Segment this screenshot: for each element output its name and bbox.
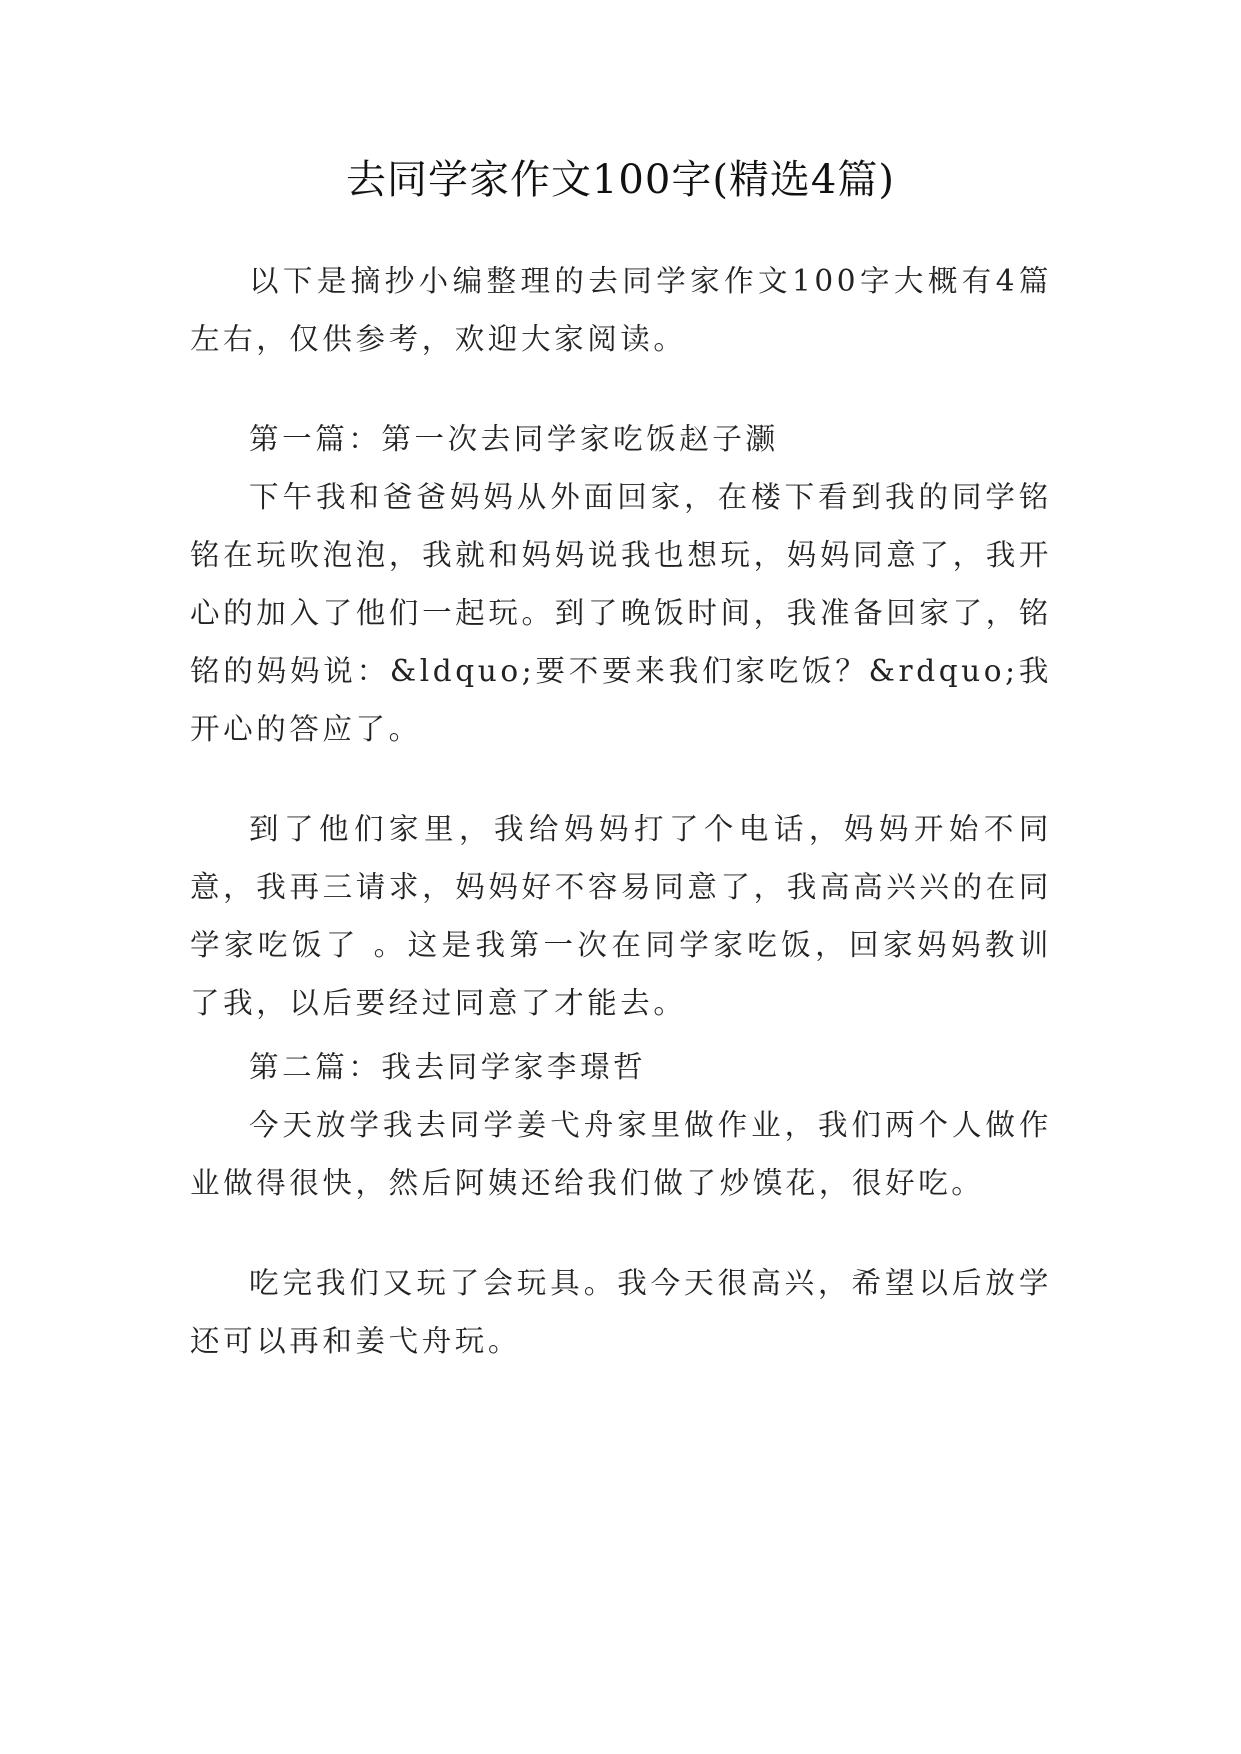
- section-2-heading: 第二篇：我去同学家李璟哲: [249, 1050, 647, 1084]
- intro-paragraph: 以下是摘抄小编整理的去同学家作文100字大概有4篇左右，仅供参考，欢迎大家阅读。: [190, 264, 1052, 356]
- section-1-heading: 第一篇：第一次去同学家吃饭赵子灏: [249, 422, 779, 456]
- section-1-paragraph-2: 到了他们家里，我给妈妈打了个电话，妈妈开始不同意，我再三请求，妈妈好不容易同意了，我高高兴兴的在同学家吃饭了 。这是我第一次在同学家吃饭，回家妈妈教训了我，以后要经过同意了才能去。: [190, 812, 1052, 1020]
- document-title: 去同学家作文100字(精选4篇): [345, 157, 895, 203]
- section-2-paragraph-2: 吃完我们又玩了会玩具。我今天很高兴，希望以后放学还可以再和姜弋舟玩。: [190, 1266, 1052, 1358]
- section-2-paragraph-1: 今天放学我去同学姜弋舟家里做作业，我们两个人做作业做得很快，然后阿姨还给我们做了炒馍花，很好吃。: [190, 1108, 1052, 1200]
- section-1-paragraph-1: 下午我和爸爸妈妈从外面回家，在楼下看到我的同学铭铭在玩吹泡泡，我就和妈妈说我也想玩，妈妈同意了，我开心的加入了他们一起玩。到了晚饭时间，我准备回家了，铭铭的妈妈说：&ldquo;要不要来我们家吃饭？&rdquo;我开心的答应了。: [190, 480, 1052, 746]
